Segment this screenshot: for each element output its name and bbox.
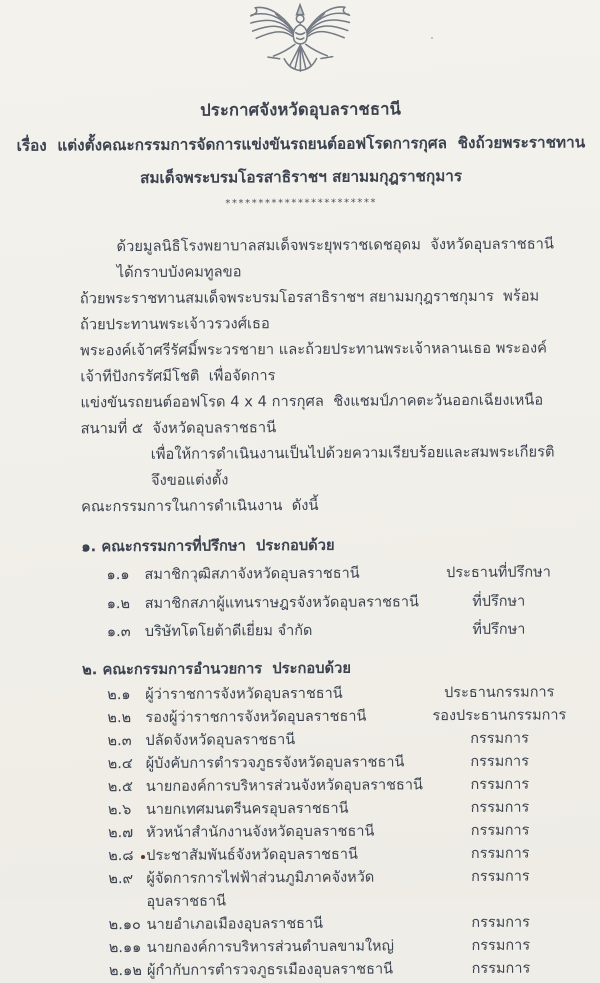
- item-name: ผู้จัดการการไฟฟ้าส่วนภูมิภาคจังหวัดอุบลราชธานี: [146, 869, 375, 910]
- item-number: ๒.๒: [107, 709, 132, 726]
- item-name: สมาชิกสภาผู้แทนราษฎรจังหวัดอุบลราชธานี: [144, 593, 419, 612]
- item-number: ๒.๓: [107, 732, 132, 749]
- item-number: ๑.๒: [106, 595, 131, 612]
- committee-row: [108, 796, 567, 822]
- item-number: ๑.๓: [106, 624, 131, 641]
- subject-line-1: เรื่อง แต่งตั้งคณะกรรมการจัดการแข่งขันรถยนต์ออฟโรดการกุศล ชิงถ้วยพระราชทาน: [16, 133, 586, 155]
- committee-row: [107, 615, 566, 646]
- paragraph-line-6: คณะกรรมการในการดำเนินงาน ดังนี้: [81, 496, 319, 516]
- item-name: หัวหน้าสำนักงานจังหวัดอุบลราชธานี: [146, 823, 375, 841]
- committee-row: [108, 750, 567, 776]
- item-role: กรรมการ: [470, 730, 529, 747]
- item-name: สมาชิกวุฒิสภาจังหวัดอุบลราชธานี: [144, 565, 360, 583]
- committee-row: [108, 842, 567, 868]
- item-name: ผู้กำกับการตำรวจภูธรเมืองอุบลราชธานี: [146, 960, 394, 979]
- body-paragraph: [79, 231, 564, 520]
- item-role: กรรมการ: [470, 776, 530, 793]
- section-2-rows: [4, 681, 600, 983]
- item-name: ประชาสัมพันธ์จังหวัดอุบลราชธานี: [146, 846, 358, 864]
- item-role: กรรมการ: [470, 799, 530, 816]
- title-block: [1, 95, 600, 211]
- item-name: ปลัดจังหวัดอุบลราชธานี: [145, 731, 296, 749]
- paragraph-line-3: พระองค์เจ้าศรีรัศมิ์พระวรชายา และถ้วยประทานพระเจ้าหลานเธอ พระองค์เจ้าทีปังกรรัศมีโชติ เพื่อจัดการ: [80, 339, 548, 386]
- item-name: บริษัทโตโยต้าดีเยี่ยม จำกัด: [144, 622, 313, 640]
- divider-asterisks: ***********************: [225, 197, 378, 210]
- item-role: กรรมการ: [471, 914, 530, 931]
- item-role: ประธานที่ปรึกษา: [446, 564, 551, 582]
- section-1-rows: [3, 558, 600, 647]
- item-role: กรรมการ: [470, 753, 530, 770]
- committee-row: [106, 558, 565, 589]
- item-role: ที่ปรึกษา: [472, 621, 526, 638]
- scan-speck: [431, 37, 433, 39]
- paragraph-line-5: เพื่อให้การดำเนินงานเป็นไปด้วยความเรียบร้อยและสมพระเกียรติ จึงขอแต่งตั้ง: [150, 443, 564, 489]
- item-role: ที่ปรึกษา: [472, 593, 526, 610]
- section-1-heading: ๑. คณะกรรมการที่ปรึกษา ประกอบด้วย: [81, 536, 335, 556]
- item-number: ๑.๑: [106, 567, 130, 584]
- committee-row: [109, 911, 568, 937]
- item-number: ๒.๑: [107, 686, 131, 703]
- committee-row: [107, 587, 566, 618]
- item-number: ๒.๗: [108, 824, 134, 841]
- item-role: กรรมการ: [470, 845, 530, 862]
- item-name: นายกองค์การบริหารส่วนตำบลขามใหญ่: [146, 937, 395, 956]
- item-number: ๒.๑๑: [108, 939, 142, 956]
- paragraph-line-2: ถ้วยพระราชทานสมเด็จพระบรมโอรสาธิราชฯ สยามมกุฎราชกุมาร พร้อมถ้วยประทานพระเจ้าวรวงศ์เธอ: [79, 287, 540, 334]
- committee-row: [109, 934, 568, 960]
- subject-line-2: สมเด็จพระบรมโอรสาธิราชฯ สยามมกุฎราชกุมาร: [140, 167, 463, 187]
- section-2-heading: ๒. คณะกรรมการอำนวยการ ประกอบด้วย: [82, 659, 351, 678]
- item-number: ๒.๘: [108, 847, 134, 864]
- item-role: ประธานกรรมการ: [444, 683, 555, 701]
- item-role: กรรมการ: [470, 868, 530, 885]
- scan-speck: [141, 855, 145, 859]
- committee-row: [107, 704, 566, 730]
- item-role: กรรมการ: [470, 822, 530, 839]
- paragraph-line-1: ด้วยมูลนิธิโรงพยาบาลสมเด็จพระยุพราชเดชอุดม จังหวัดอุบลราชธานี ได้กราบบังคมทูลขอ: [116, 235, 564, 282]
- committee-row: [108, 773, 567, 799]
- section-steering-committee: [4, 655, 600, 983]
- item-number: ๒.๑๐: [108, 916, 141, 933]
- item-name: นายกองค์การบริหารส่วนจังหวัดอุบลราชธานี: [145, 776, 423, 795]
- item-role: กรรมการ: [471, 937, 531, 954]
- committee-row: [109, 957, 568, 983]
- committee-row: [108, 865, 567, 914]
- item-name: ผู้บังคับการตำรวจภูธรจังหวัดอุบลราชธานี: [145, 753, 405, 772]
- section-advisory-committee: [3, 532, 600, 647]
- item-number: ๒.๕: [107, 778, 134, 795]
- garuda-emblem-icon: [0, 1, 600, 93]
- item-number: ๒.๖: [107, 801, 132, 818]
- committee-row: [108, 819, 567, 845]
- item-name: ผู้ว่าราชการจังหวัดอุบลราชธานี: [145, 685, 343, 703]
- item-name: นายกเทศมนตรีนครอุบลราชธานี: [145, 800, 349, 818]
- item-role: กรรมการ: [471, 960, 531, 977]
- item-name: นายอำเภอเมืองอุบลราชธานี: [146, 915, 324, 933]
- item-number: ๒.๙: [108, 870, 134, 887]
- item-name: รองผู้ว่าราชการจังหวัดอุบลราชธานี: [145, 708, 367, 726]
- item-number: ๒.๑๒: [108, 962, 142, 979]
- paragraph-line-4: แข่งขันรถยนต์ออฟโรด 4 x 4 การกุศล ชิงแชมป์ภาคตะวันออกเฉียงเหนือ สนามที่ ๕ จังหวัดอุบลราชธานี: [80, 391, 553, 438]
- committee-row: [107, 681, 566, 707]
- committee-row: [107, 727, 566, 753]
- item-role: รองประธานกรรมการ: [432, 706, 567, 724]
- document-title: ประกาศจังหวัดอุบลราชธานี: [200, 99, 402, 120]
- item-number: ๒.๔: [107, 755, 133, 772]
